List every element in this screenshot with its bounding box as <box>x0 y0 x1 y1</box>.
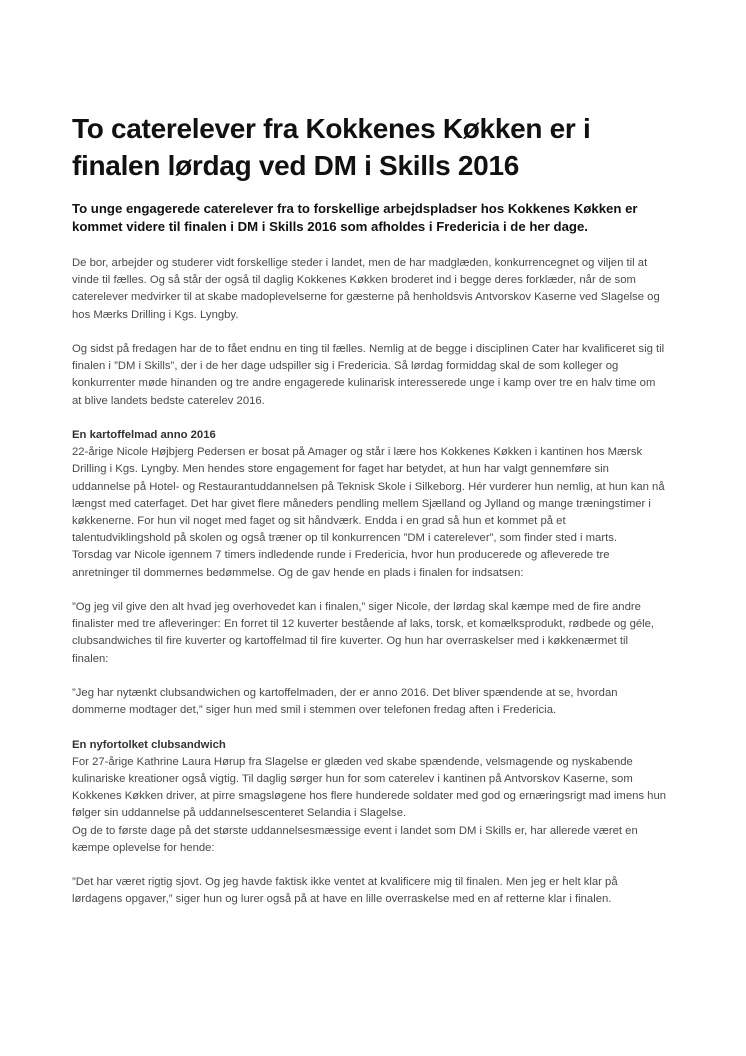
paragraph-nicole-quote: ”Og jeg vil give den alt hvad jeg overhovedet kan i finalen,” siger Nicole, der lørdag skal kæmpe med de fire andre finalister med tre afleveringer: En forret til 12 kuverter bestående af laks, torsk, et komælksprodukt, rødbede og géle, clubsandwiches til fire kuverter og kartoffelmad til fire kuverter. Og hun har overraskelser med i køkkenærmet til finalen: <box>72 601 655 665</box>
article-body <box>72 255 684 909</box>
paragraph-spacer <box>72 582 684 599</box>
paragraph-intro: De bor, arbejder og studerer vidt forskellige steder i landet, men de har madglæden, konkurrencegnet og viljen til at vinde til fælles. Og så står der også til daglig Kokkenes Køkken broderet ind i begge deres forklæder, når de som caterelever medvirker til at skabe madoplevelserne for gæsterne på henholdsvis Antvorskov Kaserne ved Slagelse og hos Mærks Drilling i Kgs. Lyngby. <box>72 257 660 321</box>
paragraph-finals: Og sidst på fredagen har de to fået endnu en ting til fælles. Nemlig at de begge i disciplinen Cater har kvalificeret sig til finalen i ”DM i Skills”, der i de her dage udspiller sig i Fredericia. Så lørdag formiddag skal de som kolleger og konkurrenter møde hinanden og tre andre engagerede kulinarisk interesserede unge i kamp over tre en halv time om at blive landets bedste caterelev 2016. <box>72 343 665 407</box>
section-heading-clubsandwich: En nyfortolket clubsandwich <box>72 738 226 751</box>
section-heading-kartoffelmad: En kartoffelmad anno 2016 <box>72 429 216 441</box>
paragraph-kathrine-quote: ”Det har været rigtig sjovt. Og jeg havde faktisk ikke ventet at kvalificere mig til finalen. Men jeg er helt klar på lørdagens opgaver,” siger hun og lurer også på at have en lille overraskelse med en af retterne klar i finalen. <box>72 876 618 906</box>
paragraph-spacer <box>72 719 684 736</box>
paragraph-spacer <box>72 668 684 685</box>
paragraph-spacer <box>72 410 684 427</box>
paragraph-spacer <box>72 324 684 341</box>
paragraph-nicole-quote-2: ”Jeg har nytænkt clubsandwichen og kartoffelmaden, der er anno 2016. Det bliver spændende at se, hvordan dommerne modtager det,” siger hun med smil i stemmen over telefonen fredag aften i Fredericia. <box>72 687 618 717</box>
article <box>72 110 684 909</box>
paragraph-kathrine: For 27-årige Kathrine Laura Hørup fra Slagelse er glæden ved skabe spændende, velsmagende og nyskabende kulinariske kreationer også vigtig. Til daglig sørger hun for som caterelev i kantinen på Antvorskov Kaserne, som Kokkenes Køkken driver, at pirre smagsløgene hos flere hunderede soldater med god og ernæringsrigt mad imens hun følger sin uddannelse på uddannelsescenteret Selandia i Slagelse. Og de to første dage på det største uddannelsesmæssige event i landet som DM i Skills er, har allerede været en kæmpe oplevelse for hende: <box>72 755 667 854</box>
article-lead: To unge engagerede caterelever fra to forskellige arbejdspladser hos Kokkenes Køkken er kommet videre til finalen i DM i Skills 2016 som afholdes i Fredericia i de her dage. <box>72 201 638 234</box>
paragraph-nicole: 22-årige Nicole Højbjerg Pedersen er bosat på Amager og står i lære hos Kokkenes Køkken i kantinen hos Mærsk Drilling i Kgs. Lyngby. Men hendes store engagement for faget har betydet, at hun har valgt gennemføre sin uddannelse på Hotel- og Restaurantuddannelsen på Teknisk Skole i Silkeborg. Hér vurderer hun nemlig, at hun kan nå længst med caterfaget. Det har givet flere måneders pendling mellem Sjælland og Jylland og mange træningstimer i køkkenerne. For hun vil noget med faget og sit håndværk. Endda i en grad så hun et kommet på et talentudviklingshold på skolen og også træner op til konkurrencen ”DM i caterelever”, som finder sted i marts. Torsdag var Nicole igennem 7 timers indledende runde i Fredericia, hvor hun producerede og afleverede tre anretninger til dommernes bedømmelse. Og de gav hende en plads i finalen for indsatsen: <box>72 446 665 579</box>
article-title: To caterelever fra Kokkenes Køkken er i finalen lørdag ved DM i Skills 2016 <box>72 113 591 181</box>
paragraph-spacer <box>72 857 684 874</box>
